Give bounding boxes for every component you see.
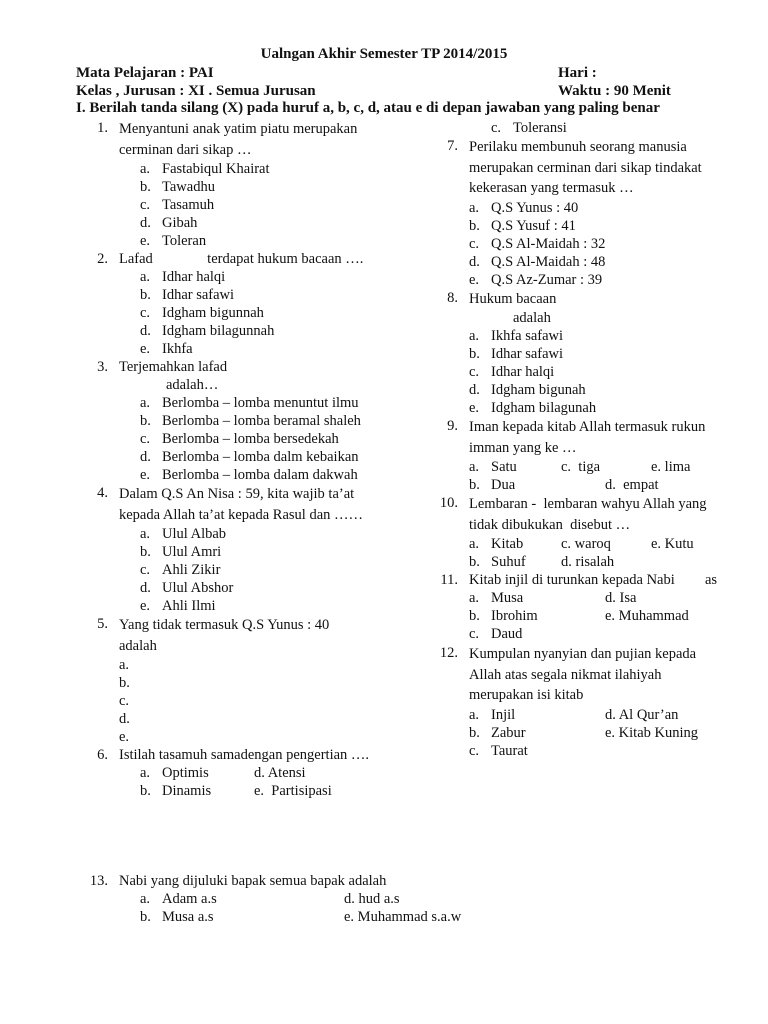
option-row bbox=[469, 589, 736, 607]
option-a-letter[interactable]: a. bbox=[140, 891, 151, 907]
option-a[interactable]: Satu bbox=[491, 459, 517, 475]
option-e[interactable]: e. Berlomba – lomba dalam dakwah bbox=[140, 467, 358, 483]
option-row bbox=[469, 476, 736, 494]
question-text: Lafad terdapat hukum bacaan …. bbox=[119, 251, 364, 267]
option-b-letter[interactable]: b. bbox=[469, 554, 480, 570]
instruction: I. Berilah tanda silang (X) pada huruf a, b, c, d, atau e di depan jawaban yang paling benar bbox=[76, 100, 660, 116]
question-text: Nabi yang dijuluki bapak semua bapak adalah bbox=[119, 873, 387, 889]
option-a[interactable]: a. Berlomba – lomba menuntut ilmu bbox=[140, 395, 359, 411]
option-e[interactable]: e. Kutu bbox=[651, 536, 694, 552]
option-row bbox=[469, 706, 736, 724]
option-a[interactable]: a. bbox=[119, 657, 130, 673]
option-b[interactable]: Ibrohim bbox=[491, 608, 538, 624]
option-row bbox=[469, 535, 736, 553]
option-e[interactable]: e. Partisipasi bbox=[254, 783, 332, 799]
question-text: merupakan cerminan dari sikap tindakat bbox=[469, 159, 702, 176]
option-d[interactable]: d. Atensi bbox=[254, 765, 306, 781]
option-e[interactable]: e. Idgham bilagunah bbox=[469, 400, 597, 416]
question-12 bbox=[436, 644, 736, 760]
question-1 bbox=[86, 119, 426, 250]
question-text: Kumpulan nyanyian dan pujian kepada bbox=[469, 646, 697, 662]
option-b-letter[interactable]: b. bbox=[469, 477, 480, 493]
option-c[interactable]: c. Idhar halqi bbox=[469, 364, 555, 380]
option-c[interactable]: c. bbox=[119, 693, 130, 709]
question-text: Iman kepada kitab Allah termasuk rukun bbox=[469, 419, 706, 435]
option-row bbox=[469, 724, 736, 742]
option-row bbox=[140, 764, 426, 782]
option-e[interactable]: e. Muhammad s.a.w bbox=[344, 909, 462, 925]
question-9 bbox=[436, 417, 736, 494]
option-d[interactable]: d. Berlomba – lomba dalm kebaikan bbox=[140, 449, 359, 465]
option-b[interactable]: Zabur bbox=[491, 724, 526, 741]
question-text: adalah bbox=[119, 637, 157, 654]
question-number: 4. bbox=[97, 485, 108, 501]
time-label: Waktu : 90 Menit bbox=[558, 83, 671, 99]
option-d[interactable]: d. hud a.s bbox=[344, 891, 400, 907]
question-11 bbox=[436, 571, 736, 643]
option-row bbox=[469, 625, 736, 643]
exam-title: Ualngan Akhir Semester TP 2014/2015 bbox=[260, 46, 508, 62]
question-7 bbox=[436, 137, 736, 289]
option-d[interactable]: d. bbox=[119, 711, 130, 727]
question-text: Perilaku membunuh seorang manusia bbox=[469, 139, 687, 155]
option-c[interactable]: c. Q.S Al-Maidah : 32 bbox=[469, 235, 606, 252]
question-text: Menyantuni anak yatim piatu merupakan bbox=[119, 121, 358, 137]
question-number: 5. bbox=[97, 616, 108, 632]
question-5 bbox=[86, 615, 426, 746]
question-number: 8. bbox=[447, 289, 458, 306]
option-c[interactable]: c. Toleransi bbox=[491, 120, 567, 136]
option-a[interactable]: a. Ulul Albab bbox=[140, 526, 227, 542]
question-text: merupakan isi kitab bbox=[469, 687, 584, 703]
option-c[interactable]: c. Ahli Zikir bbox=[140, 562, 221, 578]
option-b[interactable]: b. Q.S Yusuf : 41 bbox=[469, 217, 576, 234]
question-number: 9. bbox=[447, 418, 458, 434]
option-d[interactable]: d. Gibah bbox=[140, 215, 198, 231]
option-d[interactable]: d. risalah bbox=[561, 554, 615, 570]
option-b[interactable]: b. bbox=[119, 675, 130, 691]
option-a[interactable]: Musa bbox=[491, 590, 524, 606]
class-label: Kelas , Jurusan : XI . Semua Jurusan bbox=[76, 83, 316, 99]
right-column bbox=[436, 119, 736, 760]
option-b[interactable]: Dua bbox=[491, 477, 516, 493]
option-b[interactable]: b. Ulul Amri bbox=[140, 544, 222, 560]
question-number: 3. bbox=[97, 359, 108, 375]
option-b-letter[interactable]: b. bbox=[140, 783, 151, 799]
option-b[interactable]: b. Idhar safawi bbox=[140, 287, 235, 303]
question-4 bbox=[86, 484, 426, 615]
option-a[interactable]: a. Ikhfa safawi bbox=[469, 328, 564, 344]
option-e[interactable]: e. Kitab Kuning bbox=[605, 724, 699, 741]
option-d[interactable]: d. Q.S Al-Maidah : 48 bbox=[469, 253, 606, 270]
question-13 bbox=[86, 872, 686, 926]
question-text: Dalam Q.S An Nisa : 59, kita wajib ta’at bbox=[119, 486, 355, 502]
option-e[interactable]: e. Ahli Ilmi bbox=[140, 598, 216, 614]
option-a-letter[interactable]: a. bbox=[140, 765, 151, 781]
question-number: 2. bbox=[97, 251, 108, 267]
option-c-letter[interactable]: c. bbox=[469, 626, 480, 642]
question-text: Yang tidak termasuk Q.S Yunus : 40 bbox=[119, 617, 330, 633]
option-row bbox=[469, 607, 736, 625]
option-e[interactable]: e. Toleran bbox=[140, 233, 207, 249]
option-b-letter[interactable]: b. bbox=[469, 724, 480, 741]
option-e[interactable]: e. Muhammad bbox=[605, 608, 689, 624]
question-text: adalah… bbox=[166, 377, 219, 393]
option-a[interactable]: a. Q.S Yunus : 40 bbox=[469, 199, 579, 216]
option-b-letter[interactable]: b. bbox=[469, 608, 480, 624]
option-a-letter[interactable]: a. bbox=[469, 536, 480, 552]
option-a-letter[interactable]: a. bbox=[469, 459, 480, 475]
left-column bbox=[86, 119, 426, 800]
question-number: 13. bbox=[89, 873, 108, 889]
option-b[interactable]: b. Idhar safawi bbox=[469, 346, 564, 362]
option-b[interactable]: Suhuf bbox=[491, 554, 526, 570]
option-e[interactable]: e. Ikhfa bbox=[140, 341, 193, 357]
option-b[interactable]: b. Berlomba – lomba beramal shaleh bbox=[140, 413, 361, 429]
option-a-letter[interactable]: a. bbox=[469, 590, 480, 606]
option-d[interactable]: d. empat bbox=[605, 477, 659, 493]
option-e[interactable]: e. lima bbox=[651, 459, 691, 475]
question-number: 7. bbox=[447, 138, 458, 154]
question-number: 6. bbox=[97, 747, 108, 763]
question-text: adalah bbox=[513, 310, 551, 326]
option-c[interactable]: Daud bbox=[491, 626, 523, 642]
question-text: Kitab injil di turunkan kepada Nabi as bbox=[469, 572, 718, 588]
option-row bbox=[469, 458, 736, 476]
day-label: Hari : bbox=[558, 65, 597, 81]
option-a[interactable]: a. Fastabiqul Khairat bbox=[140, 161, 270, 177]
question-8 bbox=[436, 289, 736, 418]
question-text: Hukum bacaan bbox=[469, 290, 557, 307]
option-b[interactable]: b. Tawadhu bbox=[140, 179, 215, 195]
option-c-letter[interactable]: c. bbox=[469, 742, 480, 759]
option-b-letter[interactable]: b. bbox=[140, 909, 151, 925]
option-d[interactable]: d. Idgham bigunah bbox=[469, 382, 586, 398]
question-3 bbox=[86, 358, 426, 484]
option-c[interactable]: c. Idgham bigunnah bbox=[140, 305, 264, 321]
option-e[interactable]: e. Q.S Az-Zumar : 39 bbox=[469, 271, 603, 288]
option-b[interactable]: Dinamis bbox=[162, 783, 212, 799]
option-row bbox=[140, 782, 426, 800]
question-text: kepada Allah ta’at kepada Rasul dan …… bbox=[119, 506, 364, 523]
option-a[interactable]: Injil bbox=[491, 706, 516, 723]
question-text: Terjemahkan lafad bbox=[119, 359, 228, 375]
question-text: cerminan dari sikap … bbox=[119, 141, 252, 158]
question-text: tidak dibukukan disebut … bbox=[469, 516, 631, 533]
question-text: imman yang ke … bbox=[469, 439, 577, 456]
question-10 bbox=[436, 494, 736, 571]
option-row bbox=[140, 890, 686, 908]
question-number: 10. bbox=[439, 495, 458, 511]
option-row bbox=[469, 742, 736, 760]
option-row bbox=[140, 908, 686, 926]
option-d[interactable]: d. Idgham bilagunnah bbox=[140, 323, 275, 339]
question-2 bbox=[86, 250, 426, 358]
question-6 bbox=[86, 746, 426, 800]
option-b[interactable]: Musa a.s bbox=[162, 909, 214, 925]
option-c[interactable]: c. Tasamuh bbox=[140, 197, 215, 213]
option-c[interactable]: c. Berlomba – lomba bersedekah bbox=[140, 431, 339, 447]
subject-label: Mata Pelajaran : PAI bbox=[76, 65, 214, 81]
option-d[interactable]: d. Al Qur’an bbox=[605, 706, 679, 723]
option-a[interactable]: Adam a.s bbox=[162, 891, 217, 907]
option-a[interactable]: Optimis bbox=[162, 765, 209, 781]
option-d[interactable]: d. Ulul Abshor bbox=[140, 580, 234, 596]
option-d[interactable]: d. Isa bbox=[605, 590, 637, 606]
option-row bbox=[469, 553, 736, 571]
question-number: 12. bbox=[439, 645, 458, 661]
option-c[interactable]: Taurat bbox=[491, 742, 528, 759]
option-a[interactable]: Kitab bbox=[491, 536, 524, 552]
option-a[interactable]: a. Idhar halqi bbox=[140, 269, 226, 285]
option-e[interactable]: e. bbox=[119, 729, 130, 745]
question-text: Allah atas segala nikmat ilahiyah bbox=[469, 666, 662, 683]
option-c[interactable]: c. tiga bbox=[561, 459, 601, 475]
question-text: Lembaran - lembaran wahyu Allah yang bbox=[469, 496, 707, 512]
question-text: Istilah tasamuh samadengan pengertian …. bbox=[119, 747, 370, 763]
question-number: 11. bbox=[440, 572, 458, 588]
option-a-letter[interactable]: a. bbox=[469, 706, 480, 723]
option-c[interactable]: c. waroq bbox=[561, 536, 611, 552]
question-number: 1. bbox=[97, 120, 108, 136]
question-text: kekerasan yang termasuk … bbox=[469, 180, 634, 196]
